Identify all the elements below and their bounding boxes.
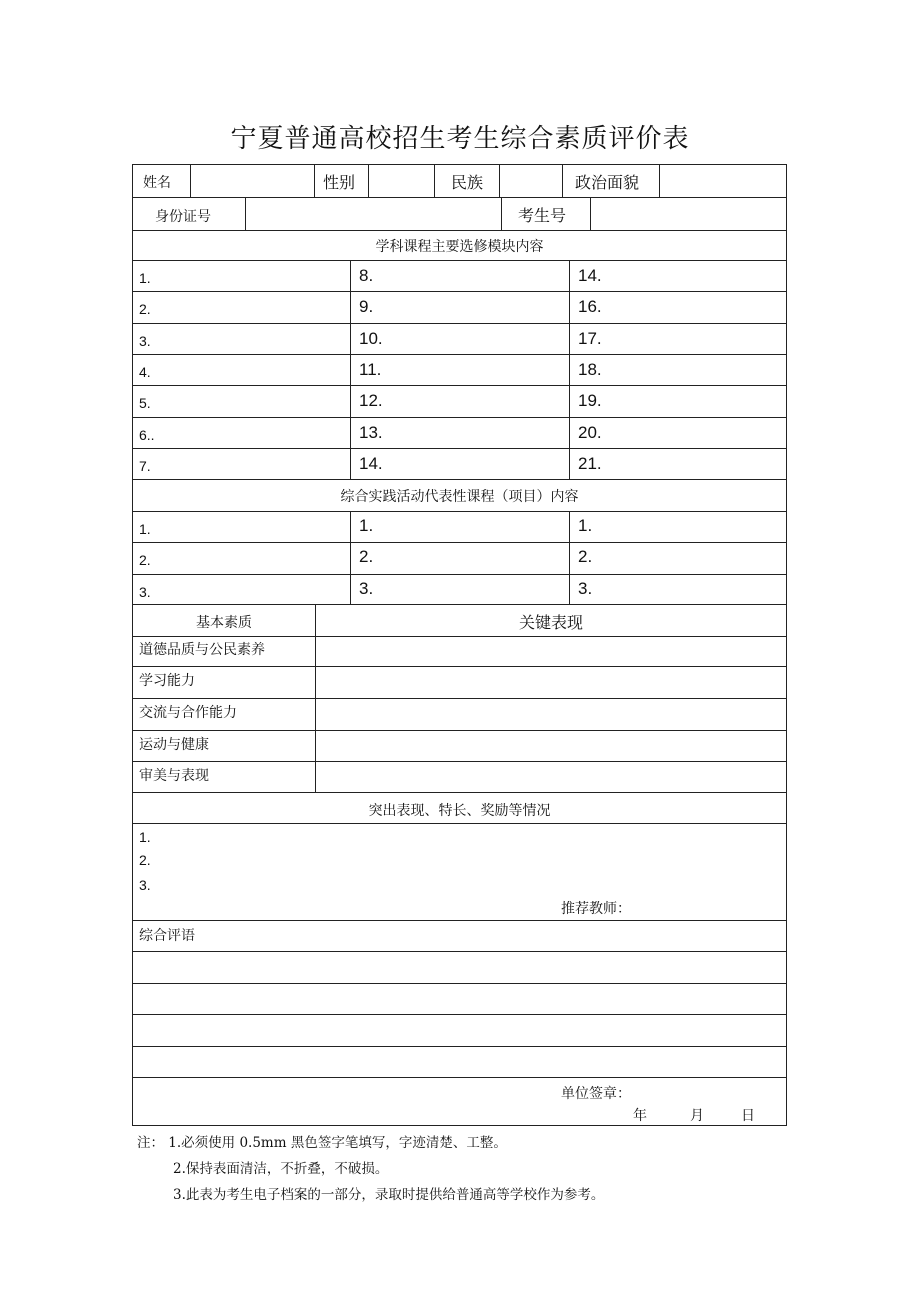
- practice-number: 2.: [578, 547, 593, 566]
- quality-label: 运动与健康: [139, 737, 209, 753]
- course-number: 7.: [139, 458, 151, 474]
- political-field[interactable]: [660, 165, 786, 197]
- ethnicity-field[interactable]: [500, 165, 563, 197]
- course-number: 10.: [359, 329, 383, 348]
- practice-cell[interactable]: [351, 512, 570, 542]
- course-cell[interactable]: [351, 292, 570, 323]
- quality-input[interactable]: [316, 667, 786, 698]
- notes: [137, 1130, 604, 1208]
- seal-row: [133, 1078, 786, 1125]
- course-cell[interactable]: [570, 292, 786, 323]
- quality-label-cell: [133, 699, 316, 730]
- course-cell[interactable]: [570, 449, 786, 479]
- month-label: 月: [690, 1108, 704, 1124]
- quality-label: 交流与合作能力: [139, 705, 237, 721]
- course-number: 11.: [359, 360, 382, 379]
- comment-line[interactable]: [133, 1015, 786, 1047]
- course-number: 8.: [359, 266, 374, 285]
- courses-header: 学科课程主要选修模块内容: [375, 239, 544, 255]
- key-performance-header: 关键表现: [518, 613, 583, 632]
- practice-cell[interactable]: [133, 575, 351, 604]
- basic-info-row-2: [133, 198, 786, 231]
- evaluation-form: [132, 164, 787, 1126]
- course-cell[interactable]: [133, 449, 351, 479]
- course-number: 20.: [578, 423, 602, 442]
- practice-cell[interactable]: [570, 575, 786, 604]
- quality-row: [133, 731, 786, 762]
- quality-input[interactable]: [316, 762, 786, 792]
- exam-no-field[interactable]: [591, 198, 786, 230]
- quality-label-cell: [133, 667, 316, 698]
- basic-quality-header-cell: [133, 605, 316, 636]
- quality-label-cell: [133, 762, 316, 792]
- practice-header: 综合实践活动代表性课程（项目）内容: [340, 489, 579, 505]
- course-cell[interactable]: [351, 324, 570, 354]
- practice-cell[interactable]: [351, 575, 570, 604]
- highlight-item: 1.: [139, 829, 151, 845]
- day-label: 日: [741, 1108, 755, 1124]
- practice-number: 3.: [139, 584, 151, 600]
- course-cell[interactable]: [351, 449, 570, 479]
- highlights-header: 突出表现、特长、奖励等情况: [368, 803, 551, 819]
- course-row: [133, 324, 786, 355]
- ethnicity-label-cell: [435, 165, 500, 197]
- course-number: 13.: [359, 423, 383, 442]
- course-number: 6..: [139, 427, 155, 443]
- course-row: [133, 449, 786, 480]
- practice-cell[interactable]: [570, 543, 786, 574]
- exam-no-label: 考生号: [518, 206, 567, 225]
- id-label: 身份证号: [155, 209, 211, 225]
- comment-label-row: [133, 921, 786, 952]
- course-cell[interactable]: [570, 386, 786, 417]
- practice-number: 3.: [359, 579, 374, 598]
- highlight-item: 2.: [139, 852, 151, 868]
- course-number: 12.: [359, 391, 383, 410]
- comment-line[interactable]: [133, 952, 786, 984]
- course-number: 9.: [359, 297, 374, 316]
- teacher-label: 推荐教师：: [561, 901, 631, 917]
- highlight-item: 3.: [139, 877, 151, 893]
- course-row: [133, 418, 786, 449]
- note-line: 3.此表为考生电子档案的一部分，录取时提供给普通高等学校作为参考。: [173, 1187, 605, 1203]
- gender-field[interactable]: [369, 165, 435, 197]
- quality-row: [133, 762, 786, 793]
- note-line: 2.保持表面清洁，不折叠，不破损。: [173, 1161, 389, 1177]
- practice-number: 2.: [359, 547, 374, 566]
- seal-label: 单位签章：: [561, 1086, 631, 1102]
- basic-info-row-1: [133, 165, 786, 198]
- highlights-body[interactable]: [133, 824, 786, 921]
- course-cell[interactable]: [133, 355, 351, 385]
- quality-input[interactable]: [316, 637, 786, 666]
- course-number: 2.: [139, 301, 151, 317]
- course-cell[interactable]: [351, 418, 570, 448]
- course-number: 1.: [139, 270, 151, 286]
- form-title: 宁夏普通高校招生考生综合素质评价表: [230, 124, 690, 154]
- course-cell[interactable]: [133, 386, 351, 417]
- comment-label: 综合评语: [139, 928, 195, 944]
- course-number: 17.: [578, 329, 602, 348]
- course-number: 16.: [578, 297, 602, 316]
- course-number: 14.: [578, 266, 602, 285]
- course-row: [133, 355, 786, 386]
- practice-cell[interactable]: [133, 543, 351, 574]
- quality-label-cell: [133, 731, 316, 761]
- course-row: [133, 292, 786, 324]
- practice-number: 3.: [578, 579, 593, 598]
- course-cell[interactable]: [133, 324, 351, 354]
- course-cell[interactable]: [133, 418, 351, 448]
- quality-label: 审美与表现: [139, 768, 209, 784]
- practice-number: 1.: [578, 516, 593, 535]
- course-cell[interactable]: [570, 261, 786, 291]
- id-label-cell: [133, 198, 246, 230]
- qualities-header-row: [133, 605, 786, 637]
- id-field[interactable]: [246, 198, 502, 230]
- quality-input[interactable]: [316, 699, 786, 730]
- quality-label: 学习能力: [139, 673, 195, 689]
- course-cell[interactable]: [351, 386, 570, 417]
- course-number: 3.: [139, 333, 151, 349]
- highlights-header-row: [133, 793, 786, 824]
- key-performance-header-cell: [316, 605, 786, 636]
- practice-cell[interactable]: [133, 512, 351, 542]
- course-number: 14.: [359, 454, 383, 473]
- course-number: 4.: [139, 364, 151, 380]
- political-label: 政治面貌: [575, 173, 640, 192]
- note-line: 注： 1.必须使用 0.5mm 黑色签字笔填写，字迹清楚、工整。: [137, 1135, 507, 1151]
- practice-row: [133, 543, 786, 575]
- course-number: 18.: [578, 360, 602, 379]
- quality-row: [133, 667, 786, 699]
- practice-cell[interactable]: [570, 512, 786, 542]
- practice-row: [133, 512, 786, 543]
- gender-label: 性别: [323, 173, 356, 192]
- quality-row: [133, 637, 786, 667]
- course-cell[interactable]: [351, 355, 570, 385]
- quality-row: [133, 699, 786, 731]
- course-cell[interactable]: [133, 292, 351, 323]
- practice-header-row: [133, 480, 786, 512]
- name-field[interactable]: [191, 165, 315, 197]
- practice-row: [133, 575, 786, 605]
- basic-quality-header: 基本素质: [196, 615, 252, 631]
- practice-number: 1.: [139, 521, 151, 537]
- exam-no-label-cell: [502, 198, 591, 230]
- courses-header-row: [133, 231, 786, 261]
- course-cell[interactable]: [570, 324, 786, 354]
- ethnicity-label: 民族: [451, 173, 484, 192]
- course-cell[interactable]: [570, 418, 786, 448]
- course-number: 5.: [139, 395, 151, 411]
- practice-number: 1.: [359, 516, 374, 535]
- quality-input[interactable]: [316, 731, 786, 761]
- practice-number: 2.: [139, 552, 151, 568]
- course-cell[interactable]: [570, 355, 786, 385]
- course-row: [133, 386, 786, 418]
- course-cell[interactable]: [133, 261, 351, 291]
- name-label: 姓名: [143, 175, 171, 191]
- quality-label-cell: [133, 637, 316, 666]
- year-label: 年: [633, 1108, 647, 1124]
- course-number: 19.: [578, 391, 602, 410]
- course-cell[interactable]: [351, 261, 570, 291]
- political-label-cell: [563, 165, 660, 197]
- name-label-cell: [133, 165, 191, 197]
- practice-cell[interactable]: [351, 543, 570, 574]
- comment-line[interactable]: [133, 984, 786, 1015]
- course-row: [133, 261, 786, 292]
- comment-line[interactable]: [133, 1047, 786, 1078]
- course-number: 21.: [578, 454, 602, 473]
- quality-label: 道德品质与公民素养: [139, 642, 265, 658]
- gender-label-cell: [315, 165, 369, 197]
